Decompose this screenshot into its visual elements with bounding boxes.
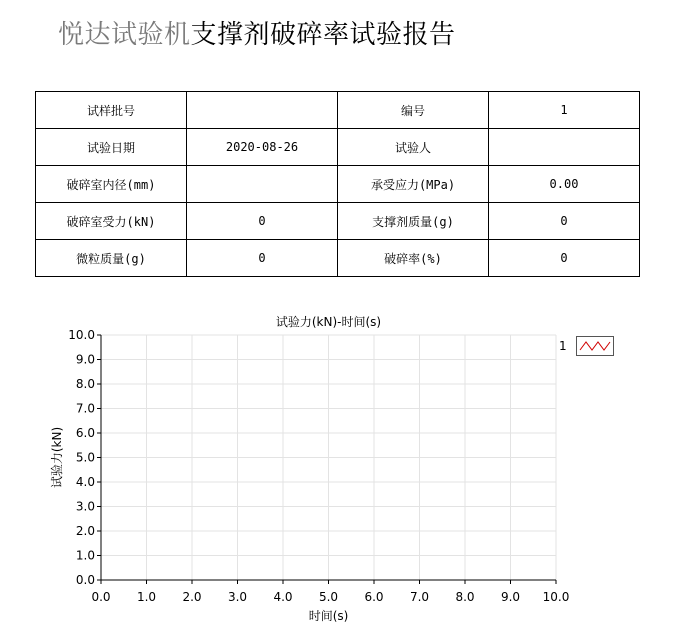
report-field-label: 破碎室受力(kN) bbox=[36, 203, 187, 240]
report-row bbox=[36, 203, 640, 240]
y-tick-label: 8.0 bbox=[75, 377, 95, 391]
x-tick-label: 7.0 bbox=[409, 590, 430, 604]
chart-svg bbox=[0, 300, 675, 633]
y-axis-label: 试验力(kN) bbox=[50, 426, 64, 489]
report-field-value: 0 bbox=[489, 203, 640, 240]
report-field-value: 0.00 bbox=[489, 166, 640, 203]
y-tick-label: 6.0 bbox=[75, 426, 95, 440]
y-tick-label: 2.0 bbox=[75, 524, 95, 538]
report-field-label: 破碎率(%) bbox=[338, 240, 489, 277]
report-field-value: 0 bbox=[187, 240, 338, 277]
report-row bbox=[36, 92, 640, 129]
y-tick-label: 3.0 bbox=[75, 499, 95, 514]
report-table bbox=[35, 91, 640, 277]
report-field-label: 微粒质量(g) bbox=[36, 240, 187, 277]
x-tick-label: 10.0 bbox=[542, 590, 570, 604]
report-field-value bbox=[187, 92, 338, 129]
report-row bbox=[36, 166, 640, 203]
x-tick-label: 2.0 bbox=[182, 590, 202, 604]
report-field-label: 支撑剂质量(g) bbox=[338, 203, 489, 240]
legend-wave-icon bbox=[577, 337, 613, 355]
x-axis-label: 时间(s) bbox=[308, 609, 349, 623]
report-field-label: 承受应力(MPa) bbox=[338, 166, 489, 203]
y-tick-label: 9.0 bbox=[75, 352, 95, 367]
y-tick-label: 0.0 bbox=[75, 573, 95, 587]
report-field-value: 0 bbox=[489, 240, 640, 277]
y-tick-label: 5.0 bbox=[75, 450, 95, 465]
x-tick-label: 6.0 bbox=[364, 590, 384, 604]
report-name: 支撑剂破碎率试验报告 bbox=[190, 20, 456, 50]
report-row bbox=[36, 129, 640, 166]
brand-name: 悦达试验机 bbox=[58, 20, 191, 50]
x-tick-label: 4.0 bbox=[273, 590, 293, 604]
y-tick-label: 10.0 bbox=[68, 328, 95, 342]
x-tick-label: 1.0 bbox=[136, 590, 157, 604]
x-tick-label: 0.0 bbox=[91, 590, 111, 604]
report-title bbox=[58, 18, 456, 52]
report-field-label: 破碎室内径(mm) bbox=[36, 166, 187, 203]
report-field-value bbox=[187, 166, 338, 203]
y-tick-label: 7.0 bbox=[75, 401, 95, 416]
report-field-label: 试样批号 bbox=[36, 92, 187, 129]
x-tick-label: 3.0 bbox=[227, 590, 248, 604]
report-row bbox=[36, 240, 640, 277]
report-field-value: 2020-08-26 bbox=[187, 129, 338, 166]
report-field-value bbox=[489, 129, 640, 166]
y-tick-label: 1.0 bbox=[75, 548, 95, 563]
chart-title: 试验力(kN)-时间(s) bbox=[275, 315, 382, 329]
x-tick-label: 5.0 bbox=[318, 590, 339, 604]
report-field-label: 编号 bbox=[338, 92, 489, 129]
legend-series-label: 1 bbox=[559, 339, 567, 353]
legend-series-swatch bbox=[576, 336, 614, 356]
report-field-label: 试验人 bbox=[338, 129, 489, 166]
x-tick-label: 9.0 bbox=[500, 590, 521, 604]
report-field-value: 0 bbox=[187, 203, 338, 240]
report-field-label: 试验日期 bbox=[36, 129, 187, 166]
x-tick-label: 8.0 bbox=[455, 590, 475, 604]
force-time-chart bbox=[0, 300, 675, 633]
y-tick-label: 4.0 bbox=[75, 475, 95, 489]
report-field-value: 1 bbox=[489, 92, 640, 129]
